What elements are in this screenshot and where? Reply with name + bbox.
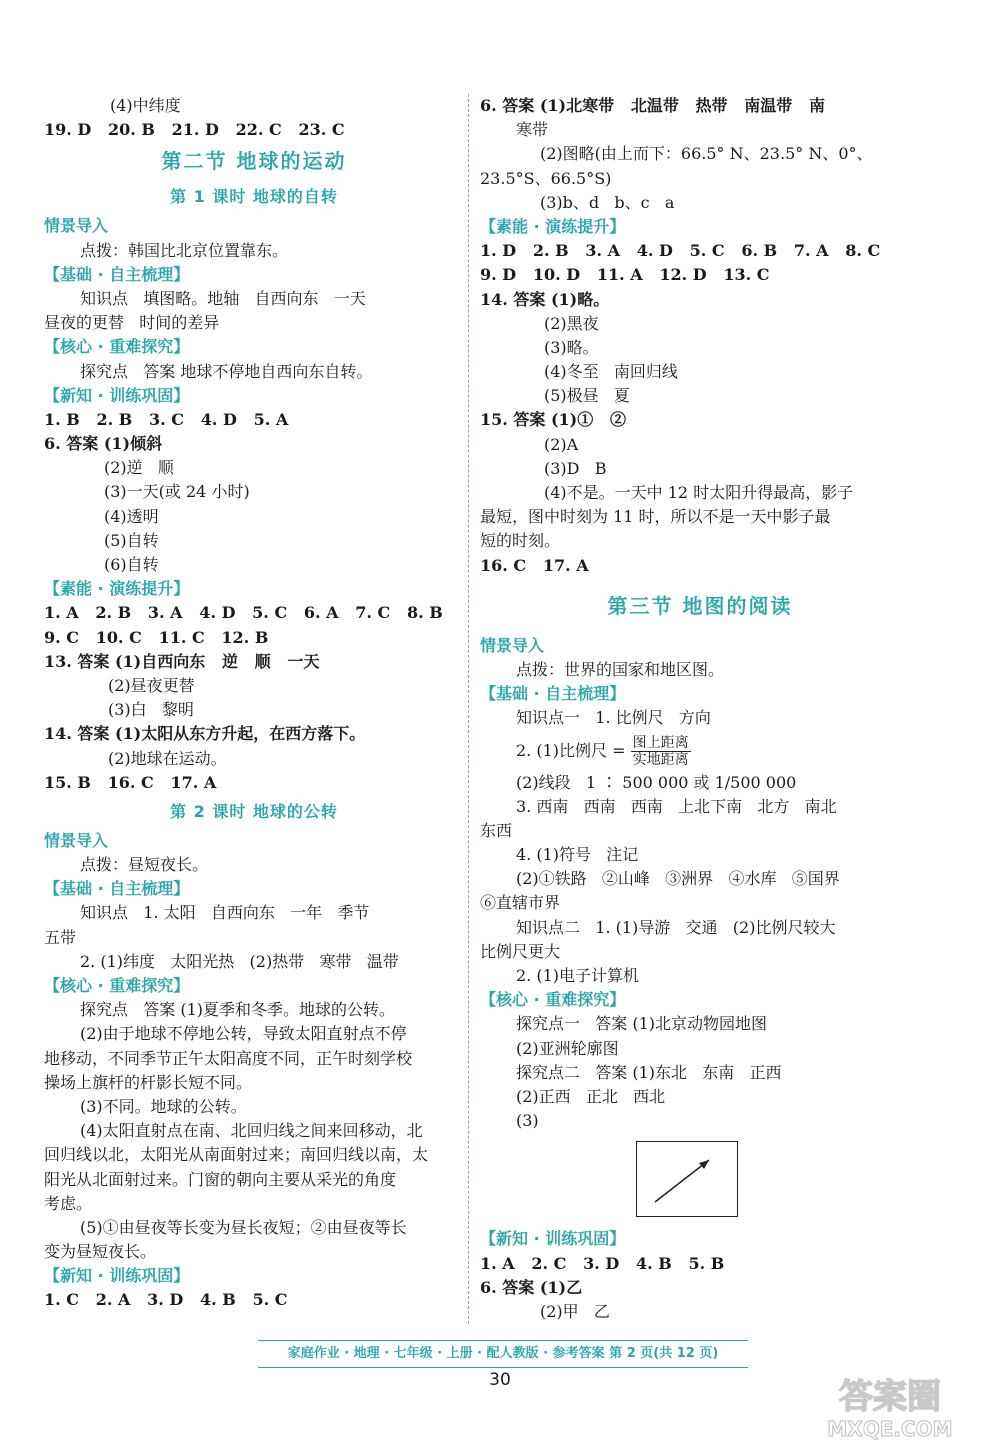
answer-line: 寒带 bbox=[516, 120, 549, 140]
section-heading: 【新知 · 训练巩固】 bbox=[44, 1266, 190, 1286]
answer-line: 9. C 10. C 11. C 12. B bbox=[44, 627, 269, 647]
answer-line: 知识点一 1. 比例尺 方向 bbox=[516, 708, 711, 728]
answer-line: 比例尺更大 bbox=[480, 941, 561, 961]
left-column bbox=[44, 94, 464, 1313]
answer-line: 探究点 答案 地球不停地自西向东自转。 bbox=[80, 361, 373, 381]
answer-line: (2)昼夜更替 bbox=[108, 675, 195, 695]
answer-line: (4)透明 bbox=[104, 506, 159, 526]
answer-line: 东西 bbox=[480, 820, 513, 840]
answer-line: 6. 答案 (1)北寒带 北温带 热带 南温带 南 bbox=[480, 96, 825, 115]
answer-line: 点拨：昼短夜长。 bbox=[80, 855, 209, 875]
section-heading: 【素能 · 演练提升】 bbox=[480, 216, 626, 236]
section-heading: 【基础 · 自主梳理】 bbox=[480, 684, 626, 704]
section-heading: 【核心 · 重难探究】 bbox=[44, 976, 190, 995]
arrow-icon bbox=[637, 1142, 737, 1216]
fraction-numerator: 图上距离 bbox=[632, 734, 689, 751]
answer-line: (4)冬至 南回归线 bbox=[544, 362, 678, 382]
answer-line: 知识点 填图略。地轴 自西向东 一天 bbox=[80, 288, 366, 308]
answer-line: 考虑。 bbox=[44, 1193, 93, 1213]
answer-line: 14. 答案 (1)太阳从东方升起，在西方落下。 bbox=[44, 724, 366, 744]
watermark-text: 答案圈 bbox=[839, 1377, 941, 1417]
answer-line: 3. 西南 西南 西南 上北下南 北方 南北 bbox=[516, 796, 837, 816]
fraction-denominator: 实地距离 bbox=[632, 751, 689, 768]
answer-line: (2)地球在运动。 bbox=[108, 748, 227, 768]
answer-line: 1. D 2. B 3. A 4. D 5. C 6. B 7. A 8. C bbox=[480, 241, 881, 261]
answer-line: 1. A 2. B 3. A 4. D 5. C 6. A 7. C 8. B bbox=[44, 603, 443, 623]
answer-line: (4)不是。一天中 12 时太阳升得最高，影子 bbox=[544, 483, 854, 502]
answer-line: 15. B 16. C 17. A bbox=[44, 772, 217, 792]
answer-line: (3)略。 bbox=[544, 337, 599, 357]
answer-line: 五带 bbox=[44, 927, 77, 947]
section-heading: 【素能 · 演练提升】 bbox=[44, 579, 190, 599]
answer-line: 短的时刻。 bbox=[480, 531, 561, 551]
answer-line: 昼夜的更替 时间的差异 bbox=[44, 313, 220, 333]
answer-line: (2)亚洲轮廓图 bbox=[516, 1038, 619, 1058]
answer-line: 阳光从北面射过来。门窗的朝向主要从采光的角度 bbox=[44, 1169, 397, 1189]
answer-line: 知识点 1. 太阳 自西向东 一年 季节 bbox=[80, 903, 370, 923]
answer-line: (2)甲 乙 bbox=[540, 1301, 610, 1321]
formula-label: 2. (1)比例尺 = bbox=[516, 740, 626, 760]
section-title: 第三节 地图的阅读 bbox=[607, 593, 793, 618]
section-heading: 情景导入 bbox=[480, 635, 545, 655]
watermark-logo bbox=[790, 1370, 990, 1442]
watermark-url: MXQE.COM bbox=[827, 1417, 953, 1441]
answer-line: (4)太阳直射点在南、北回归线之间来回移动，北 bbox=[80, 1121, 423, 1141]
answer-line: 回归线以北，太阳光从南面射过来；南回归线以南，太 bbox=[44, 1145, 429, 1165]
answer-line: 6. 答案 (1)乙 bbox=[480, 1277, 583, 1297]
answer-line: (2)黑夜 bbox=[544, 313, 599, 333]
answer-line: (6)自转 bbox=[104, 555, 159, 574]
answer-line: (3)不同。地球的公转。 bbox=[80, 1096, 247, 1116]
answer-line: (2)正西 正北 西北 bbox=[516, 1086, 666, 1106]
answer-line: (2)逆 顺 bbox=[104, 458, 174, 478]
answer-line: 1. A 2. C 3. D 4. B 5. B bbox=[480, 1253, 725, 1273]
answer-line: 13. 答案 (1)自西向东 逆 顺 一天 bbox=[44, 651, 320, 671]
lesson-title: 第 2 课时 地球的公转 bbox=[170, 801, 338, 821]
answer-line: (2)A bbox=[544, 434, 579, 454]
answer-line: 2. (1)纬度 太阳光热 (2)热带 寒带 温带 bbox=[80, 951, 399, 971]
answer-line: 最短，图中时刻为 11 时，所以不是一天中影子最 bbox=[480, 507, 831, 527]
direction-arrow-figure bbox=[636, 1141, 738, 1217]
answer-line: 4. (1)符号 注记 bbox=[516, 845, 639, 865]
answer-line: 1. B 2. B 3. C 4. D 5. A bbox=[44, 409, 289, 429]
page-number: 30 bbox=[489, 1370, 511, 1390]
footer-bar: 家庭作业 · 地理 · 七年级 · 上册 · 配人教版 · 参考答案 第 2 页(共 12 页) bbox=[258, 1340, 748, 1368]
answer-line: (2)图略(由上而下：66.5° N、23.5° N、0°、 bbox=[540, 144, 873, 164]
answer-line: (3)一天(或 24 小时) bbox=[104, 482, 250, 502]
answer-line: 19. D 20. B 21. D 22. C 23. C bbox=[44, 120, 345, 140]
section-heading: 【基础 · 自主梳理】 bbox=[44, 879, 190, 899]
answer-line: (3)b、d b、c a bbox=[540, 192, 675, 212]
answer-line: 15. 答案 (1)① ② bbox=[480, 410, 626, 430]
answer-line: 探究点二 答案 (1)东北 东南 正西 bbox=[516, 1062, 782, 1082]
answer-line: 6. 答案 (1)倾斜 bbox=[44, 434, 163, 454]
answer-line: (5)自转 bbox=[104, 530, 159, 550]
answer-line: 23.5°S、66.5°S) bbox=[480, 168, 612, 188]
answer-line: 探究点 答案 (1)夏季和冬季。地球的公转。 bbox=[80, 1000, 396, 1020]
answer-line: 2. (1)电子计算机 bbox=[516, 966, 640, 985]
answer-line: 16. C 17. A bbox=[480, 555, 589, 575]
lesson-title: 第 1 课时 地球的自转 bbox=[170, 187, 338, 207]
answer-line: 探究点一 答案 (1)北京动物园地图 bbox=[516, 1014, 768, 1034]
fraction bbox=[631, 735, 691, 768]
answer-line: 知识点二 1. (1)导游 交通 (2)比例尺较大 bbox=[516, 917, 836, 937]
answer-line: 操场上旗杆的杆影长短不同。 bbox=[44, 1072, 253, 1092]
section-heading: 【基础 · 自主梳理】 bbox=[44, 264, 190, 284]
answer-line: 9. D 10. D 11. A 12. D 13. C bbox=[480, 265, 770, 285]
section-heading: 【核心 · 重难探究】 bbox=[480, 990, 626, 1010]
section-heading: 【新知 · 训练巩固】 bbox=[480, 1229, 626, 1249]
section-heading: 情景导入 bbox=[44, 216, 109, 236]
column-divider bbox=[468, 94, 469, 1324]
section-heading: 【新知 · 训练巩固】 bbox=[44, 385, 190, 405]
section-heading: 情景导入 bbox=[44, 830, 109, 850]
section-title: 第二节 地球的运动 bbox=[161, 149, 347, 174]
answer-line: ⑥直辖市界 bbox=[480, 893, 561, 913]
scale-formula bbox=[480, 731, 920, 771]
answer-line: (2)由于地球不停地公转，导致太阳直射点不停 bbox=[80, 1024, 407, 1044]
answer-line: 点拨：韩国比北京位置靠东。 bbox=[80, 240, 289, 260]
answer-line: (2)线段 1 ∶ 500 000 或 1/500 000 bbox=[516, 772, 797, 792]
answer-line: 点拨：世界的国家和地区图。 bbox=[516, 659, 725, 679]
answer-line: 1. C 2. A 3. D 4. B 5. C bbox=[44, 1290, 288, 1310]
answer-line: 14. 答案 (1)略。 bbox=[480, 289, 610, 309]
answer-line: (5)极昼 夏 bbox=[544, 386, 630, 406]
section-heading: 【核心 · 重难探究】 bbox=[44, 337, 190, 357]
right-column bbox=[480, 94, 920, 1324]
answer-line: (3) bbox=[516, 1111, 539, 1131]
answer-line: (3)D B bbox=[544, 458, 607, 478]
answer-line: (3)白 黎明 bbox=[108, 700, 194, 720]
answer-line: (4)中纬度 bbox=[110, 96, 181, 115]
answer-line: (5)①由昼夜等长变为昼长夜短；②由昼夜等长 bbox=[80, 1217, 407, 1237]
answer-line: 地移动，不同季节正午太阳高度不同，正午时刻学校 bbox=[44, 1048, 413, 1068]
answer-line: 变为昼短夜长。 bbox=[44, 1242, 157, 1262]
answer-line: (2)①铁路 ②山峰 ③洲界 ④水库 ⑤国界 bbox=[516, 869, 840, 889]
